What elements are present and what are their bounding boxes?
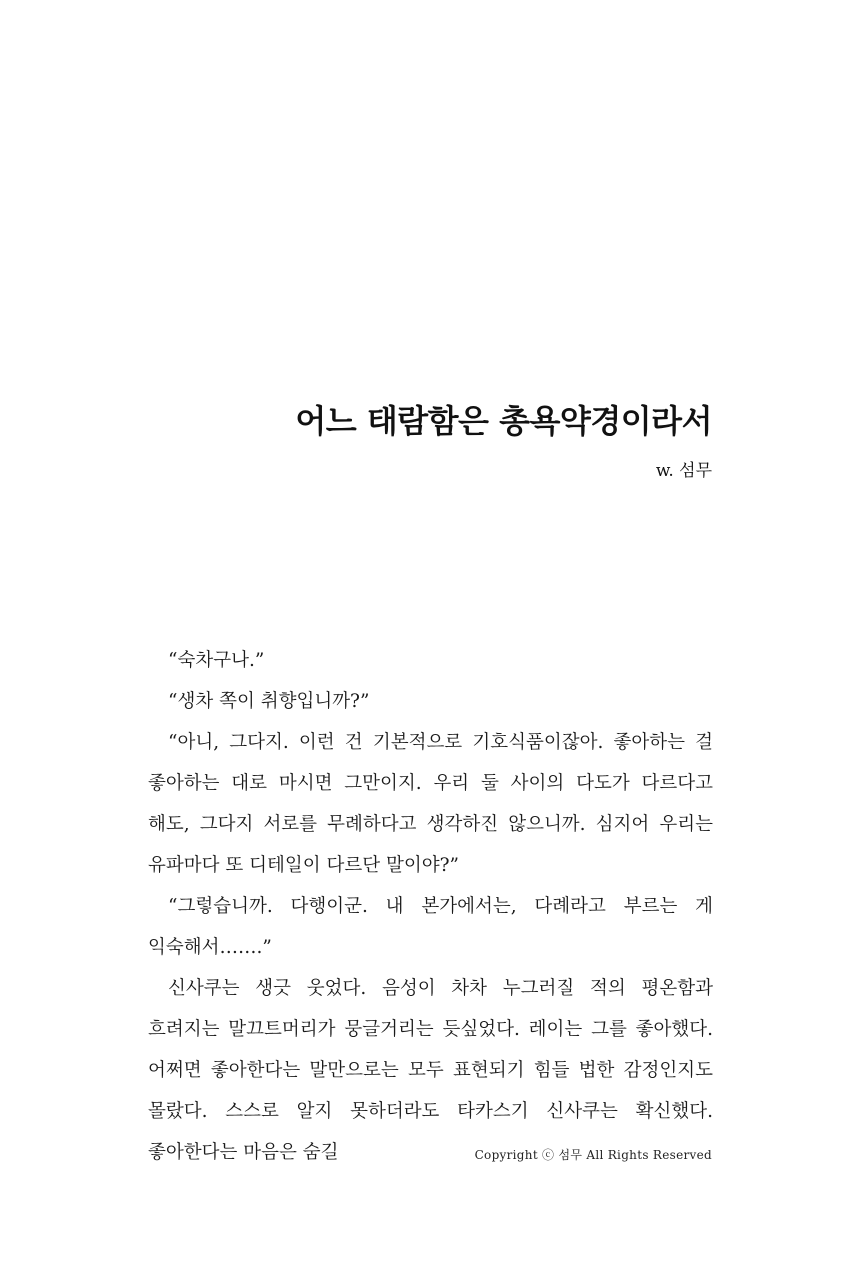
paragraph: 신사쿠는 생긋 웃었다. 음성이 차차 누그러질 적의 평온함과 흐려지는 말끄트머리가 뭉글거리는 듯싶었다. 레이는 그를 좋아했다. 어쩌면 좋아한다는 말만으로는 모두 표현되기 힘들 법한 감정인지도 몰랐다. 스스로 알지 못하더라도 타카스기 신사쿠는 확신했다. 좋아한다는 마음은 숨길 [148,978,713,1163]
paragraph: “숙차구나.” [168,650,265,671]
document-title: 어느 태람함은 총욕약경이라서 [295,402,712,440]
paragraph: “그렇습니까. 다행이군. 내 본가에서는, 다례라고 부르는 게 익숙해서…….” [148,896,713,958]
author-credit: w. 섬무 [655,461,712,481]
paragraph: “아니, 그다지. 이런 건 기본적으로 기호식품이잖아. 좋아하는 걸 좋아하는 대로 마시면 그만이지. 우리 둘 사이의 다도가 다르다고 해도, 그다지 서로를 무례하다고 생각하진 않으니까. 심지어 우리는 유파마다 또 디테일이 다르단 말이야?” [148,732,713,876]
paragraph: “생차 쪽이 취향입니까?” [168,691,370,712]
body-text [148,640,713,1173]
copyright-footer: Copyright ⓒ 섬무 All Rights Reserved [474,1148,712,1162]
